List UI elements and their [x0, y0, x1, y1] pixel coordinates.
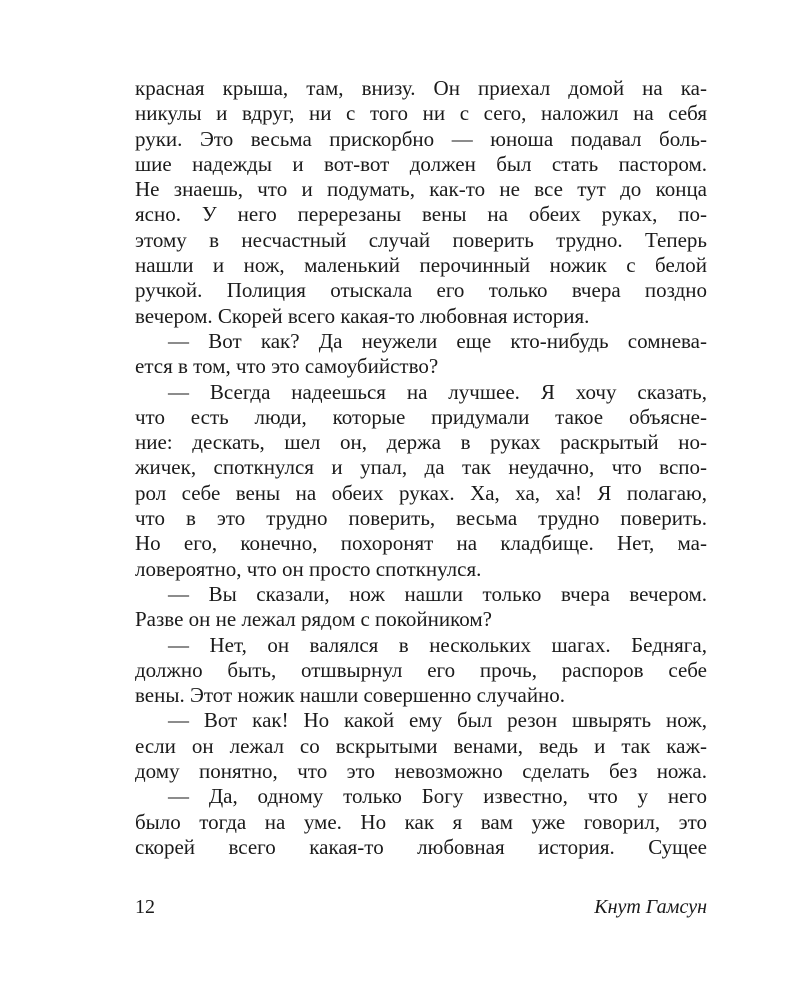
text-line: что есть люди, которые придумали такое объясне- — [135, 404, 707, 429]
text-line: было тогда на уме. Но как я вам уже говорил, это — [135, 809, 707, 834]
text-line: — Вот как! Но какой ему был резон швырять нож, — [168, 708, 707, 733]
text-line: Разве он не лежал рядом с покойником? — [135, 607, 492, 632]
page-footer — [135, 893, 707, 921]
text-line: скорей всего какая-то любовная история. Сущее — [135, 834, 707, 859]
text-line: — Всегда надеешься на лучшее. Я хочу сказать, — [168, 379, 707, 404]
text-line: — Да, одному только Богу известно, что у него — [168, 784, 707, 809]
text-line: красная крыша, там, внизу. Он приехал домой на ка- — [135, 76, 707, 100]
text-line: вены. Этот ножик нашли совершенно случайно. — [135, 683, 566, 708]
text-line: должно быть, отшвырнул его прочь, распоров себе — [135, 657, 707, 682]
text-line: дому понятно, что это невозможно сделать без ножа. — [135, 759, 707, 784]
text-line: этому в несчастный случай поверить трудно. Теперь — [135, 227, 707, 252]
text-line: вечером. Скорей всего какая-то любовная история. — [135, 303, 590, 328]
page-text — [135, 76, 707, 860]
text-line: если он лежал со вскрытыми венами, ведь и так каж- — [135, 733, 707, 758]
text-line: жичек, споткнулся и упал, да так неудачно, что вспо- — [135, 455, 707, 480]
text-line: нашли и нож, маленький перочинный ножик с белой — [135, 253, 707, 278]
text-line: ручкой. Полиция отыскала его только вчера поздно — [135, 278, 707, 303]
text-line: — Нет, он валялся в нескольких шагах. Бедняга, — [168, 632, 707, 657]
text-line: руки. Это весьма прискорбно — юноша подавал боль- — [135, 126, 707, 151]
page-number: 12 — [135, 896, 155, 918]
text-line: никулы и вдруг, ни с того ни с сего, наложил на себя — [135, 101, 707, 126]
text-line: ловероятно, что он просто споткнулся. — [135, 556, 482, 581]
text-line: Не знаешь, что и подумать, как-то не все тут до конца — [135, 177, 707, 202]
text-line: рол себе вены на обеих руках. Ха, ха, ха! Я полагаю, — [135, 480, 707, 505]
text-line: — Вот как? Да неужели еще кто-нибудь сомнева- — [168, 328, 707, 353]
text-line: шие надежды и вот-вот должен был стать пастором. — [135, 151, 707, 176]
text-line: ется в том, что это самоубийство? — [135, 354, 439, 379]
text-line: — Вы сказали, нож нашли только вчера вечером. — [168, 581, 707, 606]
running-footer-author: Кнут Гамсун — [594, 896, 707, 918]
text-line: ние: дескать, шел он, держа в руках раскрытый но- — [135, 430, 707, 455]
text-line: ясно. У него перерезаны вены на обеих руках, по- — [135, 202, 707, 227]
text-line: Но его, конечно, похоронят на кладбище. Нет, ма- — [135, 531, 707, 556]
text-line: что в это трудно поверить, весьма трудно поверить. — [135, 506, 707, 531]
